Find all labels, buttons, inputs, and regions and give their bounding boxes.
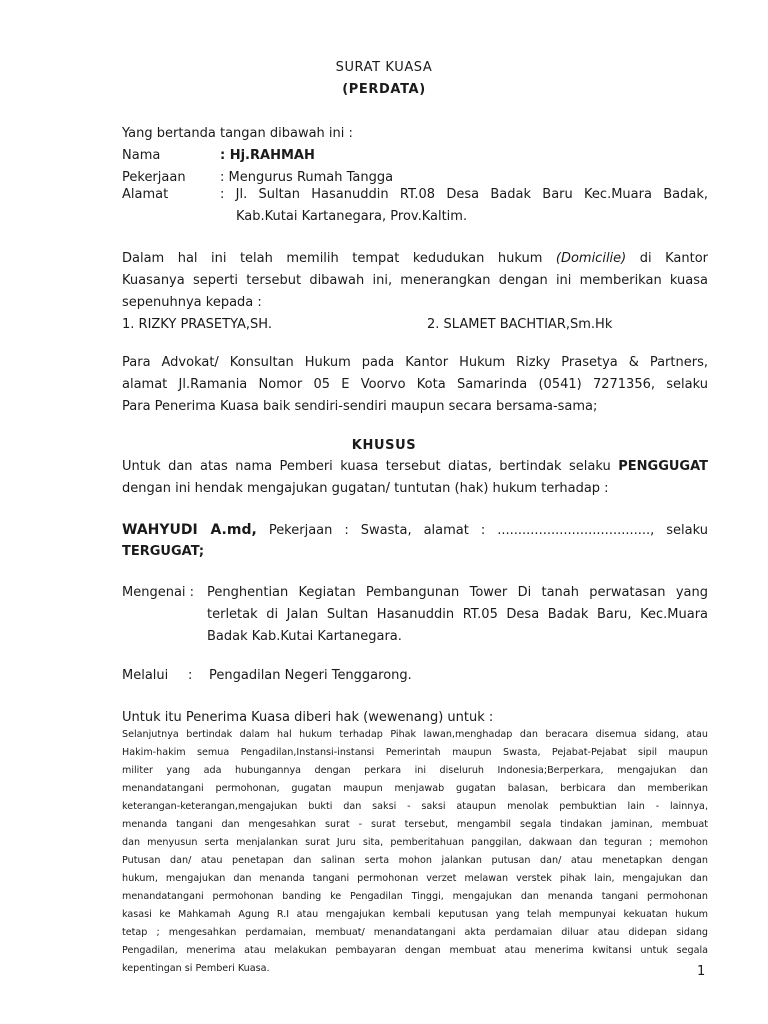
name-label: Nama — [122, 148, 161, 163]
advocates-line2: alamat Jl.Ramania Nomor 05 E Voorvo Kota Samarinda (0541) 7271356, selaku — [122, 377, 708, 392]
domicile-line1-pre: Dalam hal ini telah memilih tempat kedudukan hukum — [122, 251, 543, 266]
page-number: 1 — [697, 964, 706, 979]
address-value-line2: Kab.Kutai Kartanegara, Prov.Kaltim. — [236, 209, 468, 224]
domicile-line1-post: di Kantor — [639, 251, 708, 266]
authority-line: Hakim-hakim semua Pengadilan,Instansi-instansi Pemerintah maupun Swasta, Pejabat-Pejabat sipil maupun — [122, 747, 708, 758]
special-heading: KHUSUS — [351, 438, 417, 453]
regarding-label: Mengenai : — [122, 585, 195, 600]
domicile-line3: sepenuhnya kepada : — [122, 295, 262, 310]
attorney-2: 2. SLAMET BACHTIAR,Sm.Hk — [427, 317, 613, 332]
authority-line: menandatangani permohonan banding ke Pengadilan Tinggi, mengajukan dan menanda tangani permohonan — [122, 891, 708, 902]
authority-intro: Untuk itu Penerima Kuasa diberi hak (wewenang) untuk : — [122, 710, 494, 725]
domicile-italic: (Domicilie) — [555, 251, 627, 266]
domicile-line1 — [122, 248, 708, 270]
advocates-line3: Para Penerima Kuasa baik sendiri-sendiri maupun secara bersama-sama; — [122, 399, 598, 414]
via-colon: : — [188, 668, 193, 683]
job-value: : Mengurus Rumah Tangga — [220, 170, 394, 185]
special-line2: dengan ini hendak mengajukan gugatan/ tuntutan (hak) hukum terhadap : — [122, 481, 609, 496]
plaintiff-label: PENGGUGAT — [618, 459, 708, 474]
authority-line: menandatangani permohonan, gugatan maupun menjawab gugatan balasan, berbicara dan memberikan — [122, 783, 708, 794]
defendant-line1 — [122, 519, 708, 542]
via-value: Pengadilan Negeri Tenggarong. — [209, 668, 412, 683]
advocates-line1: Para Advokat/ Konsultan Hukum pada Kantor Hukum Rizky Prasetya & Partners, — [122, 355, 708, 370]
regarding-line1: Penghentian Kegiatan Pembangunan Tower Di tanah perwatasan yang — [207, 585, 708, 600]
defendant-name: WAHYUDI A.md, — [122, 522, 257, 538]
via-label: Melalui — [122, 668, 169, 683]
defendant-line1-rest: Pekerjaan : Swasta, alamat : ....................................., selaku — [268, 523, 708, 538]
authority-line: Selanjutnya bertindak dalam hal hukum terhadap Pihak lawan,menghadap dan beracara disemua sidang, atau — [122, 729, 708, 740]
attorney-1: 1. RIZKY PRASETYA,SH. — [122, 317, 272, 332]
document-title: SURAT KUASA — [335, 60, 433, 75]
authority-line: kasasi ke Mahkamah Agung R.I atau mengajukan kembali keputusan yang telah mempunyai kekuatan hukum — [122, 909, 708, 920]
name-value: : Hj.RAHMAH — [220, 148, 315, 163]
address-value-line1: : Jl. Sultan Hasanuddin RT.08 Desa Badak Baru Kec.Muara Badak, — [220, 187, 708, 202]
special-line1-text: Untuk dan atas nama Pemberi kuasa tersebut diatas, bertindak selaku — [122, 459, 611, 474]
address-label: Alamat — [122, 187, 169, 202]
authority-line: menanda tangani dan mengesahkan surat - surat tersebut, mengambil segala tindakan jaminan, membuat — [122, 819, 708, 830]
regarding-line3: Badak Kab.Kutai Kartanegara. — [207, 629, 402, 644]
authority-line: militer yang ada hubungannya dengan perkara ini diseluruh Indonesia;Berperkara, mengajukan dan — [122, 765, 708, 776]
authority-line: kepentingan si Pemberi Kuasa. — [122, 963, 270, 974]
domicile-line2: Kuasanya seperti tersebut dibawah ini, menerangkan dengan ini memberikan kuasa — [122, 273, 708, 288]
job-label: Pekerjaan — [122, 170, 186, 185]
regarding-line2: terletak di Jalan Sultan Hasanuddin RT.05 Desa Badak Baru, Kec.Muara — [207, 607, 708, 622]
authority-line: dan menyusun serta menjalankan surat Juru sita, pemberitahuan panggilan, dakwaan dan teguran ; memohon — [122, 837, 708, 848]
authority-line: tetap ; mengesahkan perdamaian, membuat/ menandatangani akta perdamaian diluar atau didepan sidang — [122, 927, 708, 938]
special-line1 — [122, 456, 708, 478]
authority-line: hukum, mengajukan dan menanda tangani permohonan verzet melawan verstek pihak lain, mengajukan dan — [122, 873, 708, 884]
document-subtitle: (PERDATA) — [342, 82, 426, 97]
defendant-label: TERGUGAT; — [122, 544, 205, 559]
authority-line: keterangan-keterangan,mengajukan bukti dan saksi - saksi ataupun menolak pembuktian lain - lainnya, — [122, 801, 708, 812]
authority-line: Pengadilan, menerima atau melakukan pembayaran dengan membuat atau menerima kwitansi untuk segala — [122, 945, 708, 956]
authority-line: Putusan dan/ atau penetapan dan salinan serta mohon jalankan putusan dan/ atau menetapkan dengan — [122, 855, 708, 866]
intro-text: Yang bertanda tangan dibawah ini : — [122, 126, 353, 141]
